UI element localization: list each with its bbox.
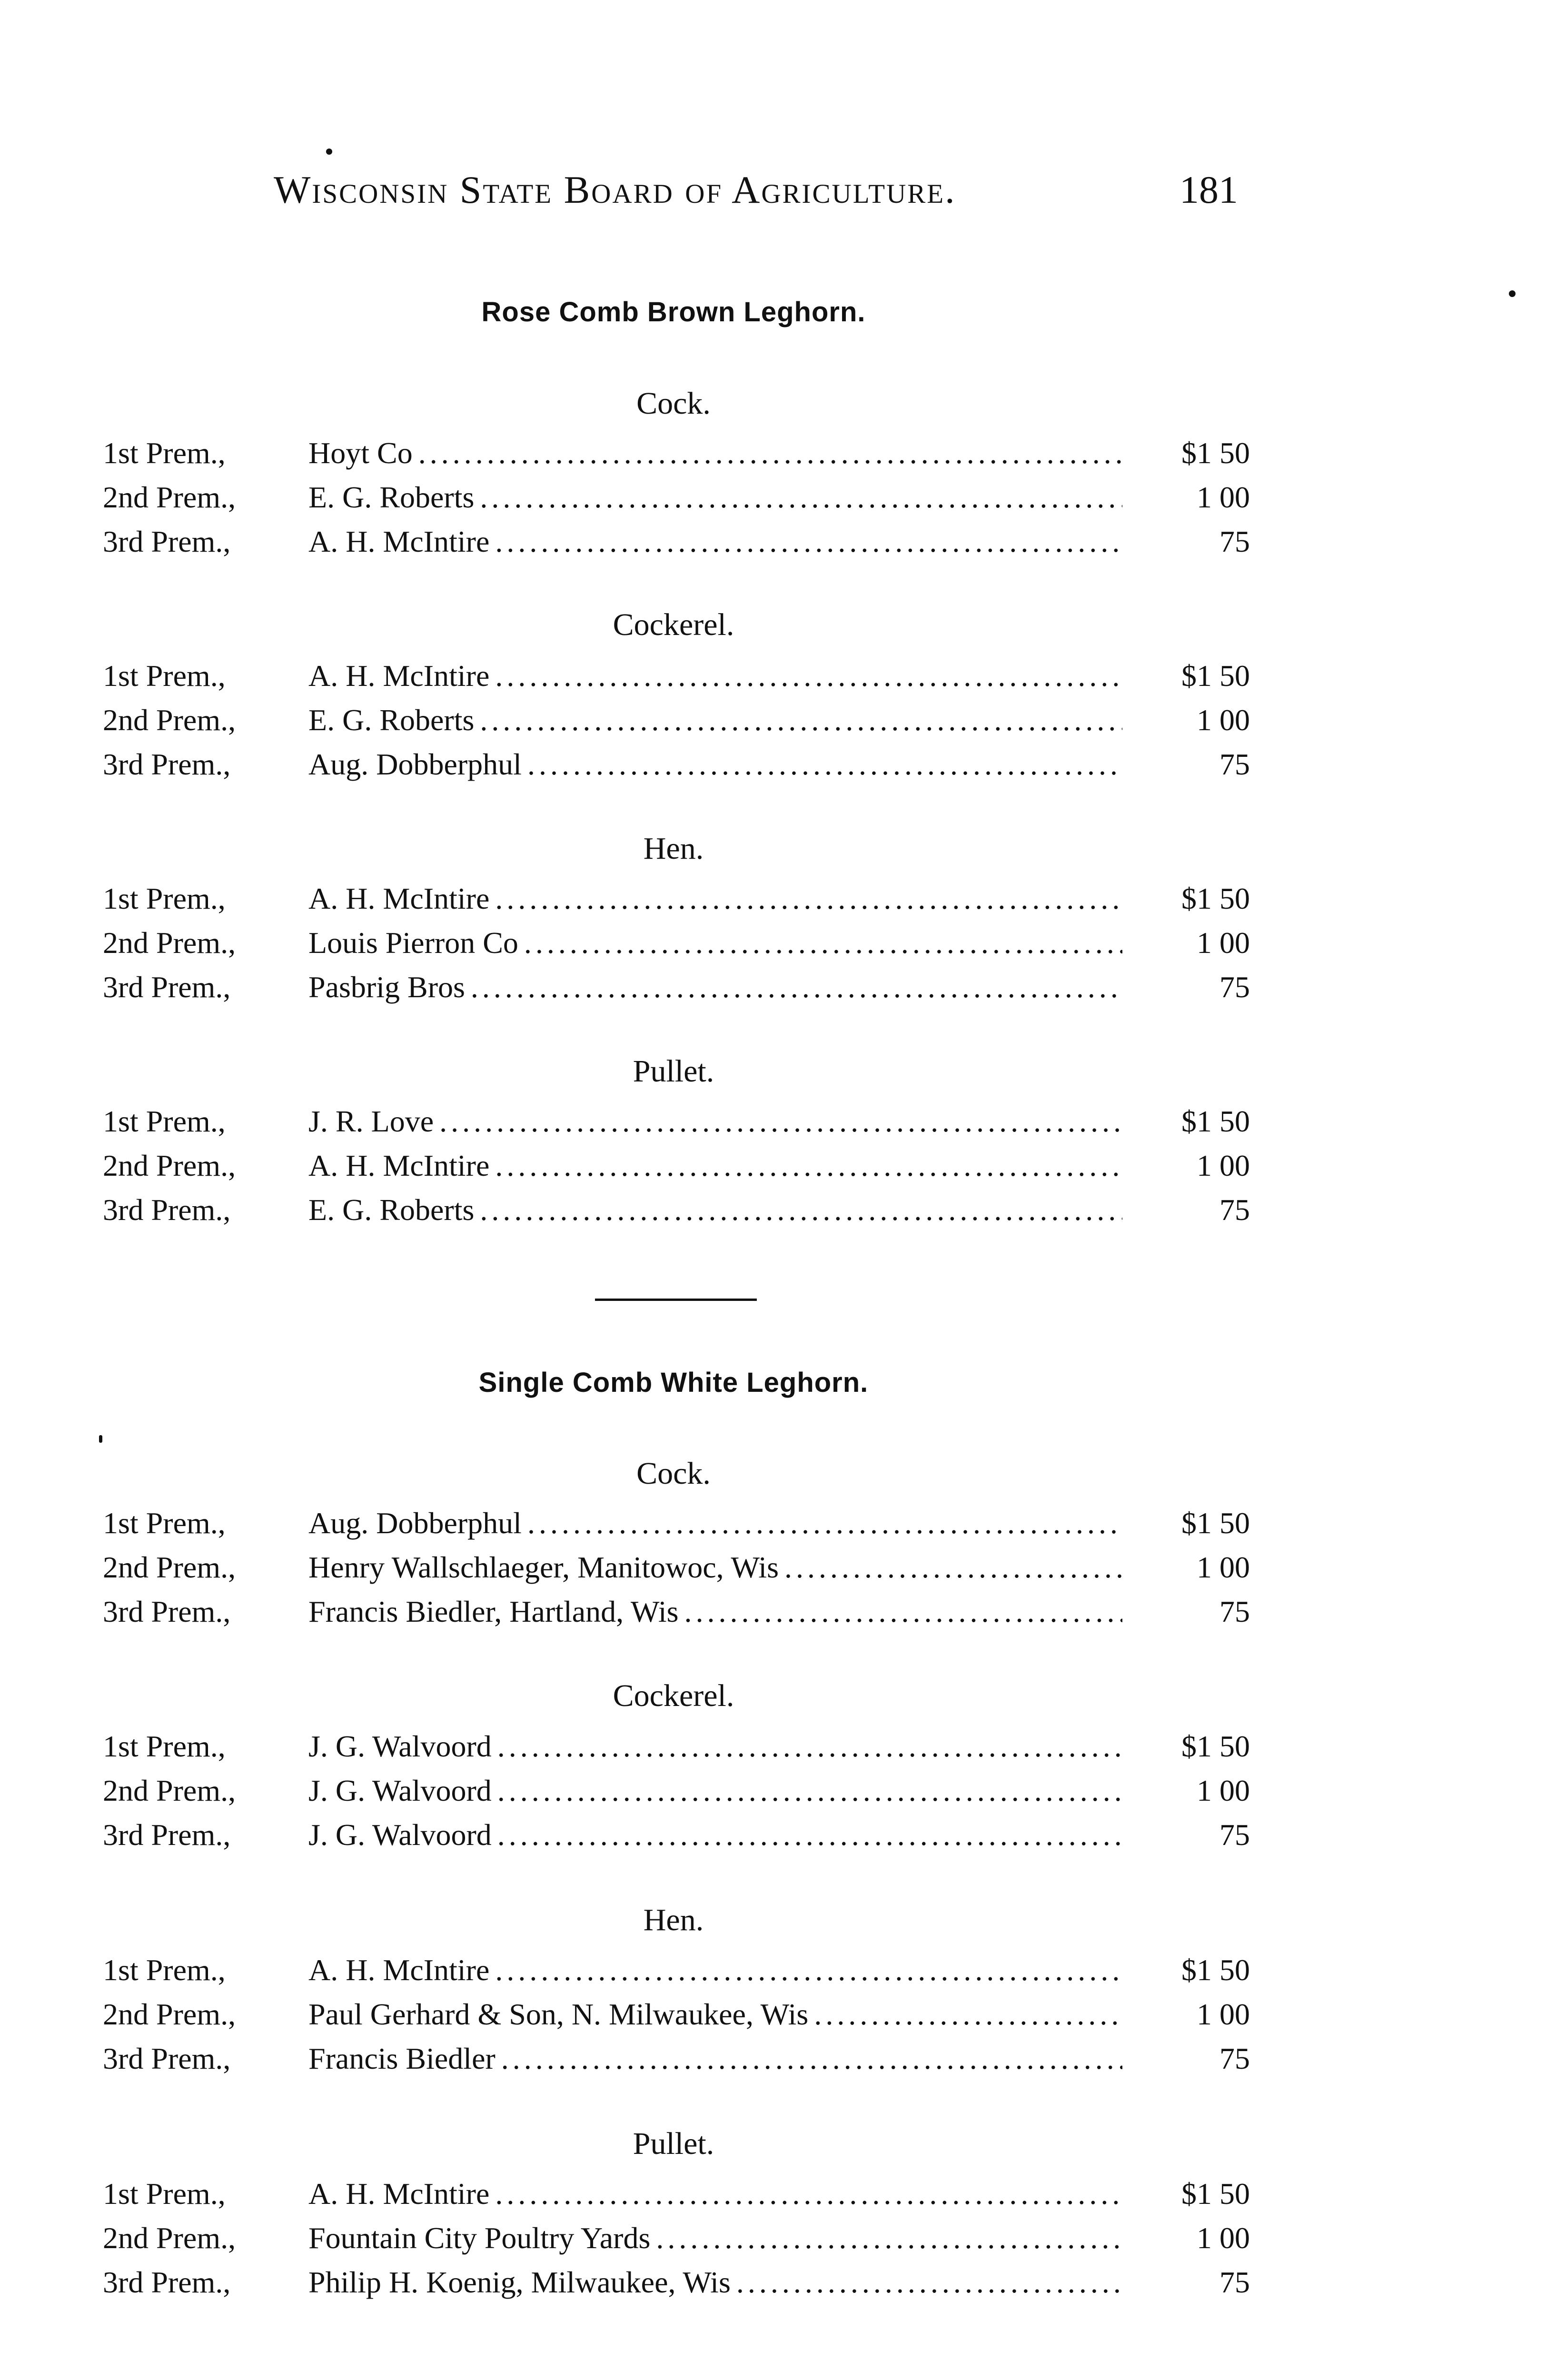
premium-place: 3rd Prem.,: [103, 970, 231, 1004]
class-heading: Hen.: [643, 1903, 704, 1937]
exhibitor-name: A. H. McIntire . . .: [308, 654, 1222, 697]
exhibitor-name: Hoyt Co . . .: [308, 432, 1222, 475]
premium-row: [103, 1769, 1250, 1812]
premium-row: [103, 432, 1250, 475]
premium-amount: 75: [1122, 2261, 1250, 2304]
section-title: Single Comb White Leghorn.: [478, 1367, 869, 1398]
section-title: Rose Comb Brown Leghorn.: [481, 297, 866, 327]
scan-speck: [1509, 290, 1516, 297]
premium-amount: 1 00: [1122, 1546, 1250, 1589]
premium-amount: $1 50: [1122, 2172, 1250, 2215]
premium-amount: 75: [1122, 1814, 1250, 1856]
premium-amount: 75: [1122, 520, 1250, 563]
premium-place: 1st Prem.,: [103, 436, 226, 470]
premium-amount: 1 00: [1122, 1144, 1250, 1187]
exhibitor-name: J. G. Walvoord . . .: [308, 1725, 1222, 1768]
premium-row: [103, 2261, 1250, 2304]
premium-row: [103, 1814, 1250, 1856]
exhibitor-name: A. H. McIntire . . .: [308, 2172, 1222, 2215]
premium-row: [103, 1993, 1250, 2036]
exhibitor-name: A. H. McIntire . . .: [308, 520, 1222, 563]
premium-amount: 1 00: [1122, 699, 1250, 742]
premium-row: [103, 654, 1250, 697]
scan-speck: [326, 149, 332, 155]
premium-row: [103, 966, 1250, 1009]
exhibitor-name: A. H. McIntire . . .: [308, 877, 1222, 920]
exhibitor-name: E. G. Roberts . . .: [308, 1189, 1222, 1231]
premium-amount: 75: [1122, 966, 1250, 1009]
exhibitor-name: Francis Biedler, Hartland, Wis . . .: [308, 1590, 1222, 1633]
premium-row: [103, 1502, 1250, 1545]
premium-amount: $1 50: [1122, 432, 1250, 475]
exhibitor-name: Francis Biedler . . .: [308, 2037, 1222, 2080]
premium-place: 1st Prem.,: [103, 2177, 226, 2211]
premium-amount: 1 00: [1122, 922, 1250, 964]
premium-row: [103, 1100, 1250, 1143]
scan-speck: [99, 1435, 102, 1443]
premium-place: 2nd Prem.,: [103, 1774, 236, 1807]
exhibitor-name: A. H. McIntire . . .: [308, 1949, 1222, 1992]
premium-amount: 75: [1122, 1590, 1250, 1633]
premium-place: 2nd Prem.,: [103, 1997, 236, 2031]
exhibitor-name: Philip H. Koenig, Milwaukee, Wis . . .: [308, 2261, 1222, 2304]
premium-place: 3rd Prem.,: [103, 525, 231, 558]
class-heading: Cock.: [636, 1456, 711, 1491]
premium-place: 3rd Prem.,: [103, 2042, 231, 2075]
premium-place: 2nd Prem.,: [103, 2221, 236, 2255]
exhibitor-name: Henry Wallschlaeger, Manitowoc, Wis . . .: [308, 1546, 1222, 1589]
class-heading: Cockerel.: [613, 1678, 734, 1713]
premium-amount: 75: [1122, 743, 1250, 786]
premium-row: [103, 520, 1250, 563]
class-heading: Hen.: [643, 831, 704, 866]
premium-place: 3rd Prem.,: [103, 2265, 231, 2299]
premium-amount: $1 50: [1122, 877, 1250, 920]
premium-amount: $1 50: [1122, 1502, 1250, 1545]
premium-amount: $1 50: [1122, 1949, 1250, 1992]
premium-place: 2nd Prem.,: [103, 926, 236, 960]
exhibitor-name: E. G. Roberts . . .: [308, 699, 1222, 742]
premium-place: 3rd Prem.,: [103, 1193, 231, 1227]
exhibitor-name: E. G. Roberts . . .: [308, 476, 1222, 519]
exhibitor-name: Aug. Dobberphul . . .: [308, 743, 1222, 786]
premium-row: [103, 1189, 1250, 1231]
premium-amount: $1 50: [1122, 654, 1250, 697]
class-heading: Cockerel.: [613, 607, 734, 642]
premium-place: 1st Prem.,: [103, 882, 226, 915]
exhibitor-name: J. G. Walvoord . . .: [308, 1769, 1222, 1812]
premium-place: 1st Prem.,: [103, 1729, 226, 1763]
exhibitor-name: J. G. Walvoord . . .: [308, 1814, 1222, 1856]
premium-row: [103, 1725, 1250, 1768]
premium-row: [103, 877, 1250, 920]
premium-amount: 1 00: [1122, 2217, 1250, 2260]
exhibitor-name: Aug. Dobberphul . . .: [308, 1502, 1222, 1545]
premium-place: 2nd Prem.,: [103, 480, 236, 514]
premium-place: 1st Prem.,: [103, 1506, 226, 1540]
exhibitor-name: J. R. Love . . .: [308, 1100, 1222, 1143]
exhibitor-name: Fountain City Poultry Yards . . .: [308, 2217, 1222, 2260]
class-heading: Cock.: [636, 386, 711, 421]
premium-row: [103, 1590, 1250, 1633]
premium-row: [103, 2037, 1250, 2080]
section-divider: [595, 1299, 757, 1301]
exhibitor-name: A. H. McIntire . . .: [308, 1144, 1222, 1187]
premium-place: 3rd Prem.,: [103, 1818, 231, 1852]
premium-amount: 1 00: [1122, 1993, 1250, 2036]
exhibitor-name: Pasbrig Bros . . .: [308, 966, 1222, 1009]
class-heading: Pullet.: [633, 2126, 714, 2161]
premium-amount: 75: [1122, 1189, 1250, 1231]
premium-place: 1st Prem.,: [103, 659, 226, 693]
premium-row: [103, 1546, 1250, 1589]
premium-amount: $1 50: [1122, 1100, 1250, 1143]
premium-row: [103, 699, 1250, 742]
premium-place: 1st Prem.,: [103, 1953, 226, 1987]
page-number: 181: [1179, 168, 1238, 211]
premium-place: 2nd Prem.,: [103, 1550, 236, 1584]
exhibitor-name: Paul Gerhard & Son, N. Milwaukee, Wis . . .: [308, 1993, 1222, 2036]
premium-row: [103, 743, 1250, 786]
exhibitor-name: Louis Pierron Co . . .: [308, 922, 1222, 964]
premium-amount: $1 50: [1122, 1725, 1250, 1768]
premium-place: 2nd Prem.,: [103, 703, 236, 737]
premium-row: [103, 1949, 1250, 1992]
premium-row: [103, 1144, 1250, 1187]
premium-place: 3rd Prem.,: [103, 747, 231, 781]
premium-place: 3rd Prem.,: [103, 1595, 231, 1628]
premium-row: [103, 2217, 1250, 2260]
premium-amount: 1 00: [1122, 1769, 1250, 1812]
running-head: Wisconsin State Board of Agriculture.: [274, 168, 956, 211]
premium-row: [103, 922, 1250, 964]
premium-place: 1st Prem.,: [103, 1104, 226, 1138]
premium-place: 2nd Prem.,: [103, 1149, 236, 1182]
premium-amount: 1 00: [1122, 476, 1250, 519]
class-heading: Pullet.: [633, 1054, 714, 1089]
premium-amount: 75: [1122, 2037, 1250, 2080]
premium-row: [103, 2172, 1250, 2215]
premium-row: [103, 476, 1250, 519]
